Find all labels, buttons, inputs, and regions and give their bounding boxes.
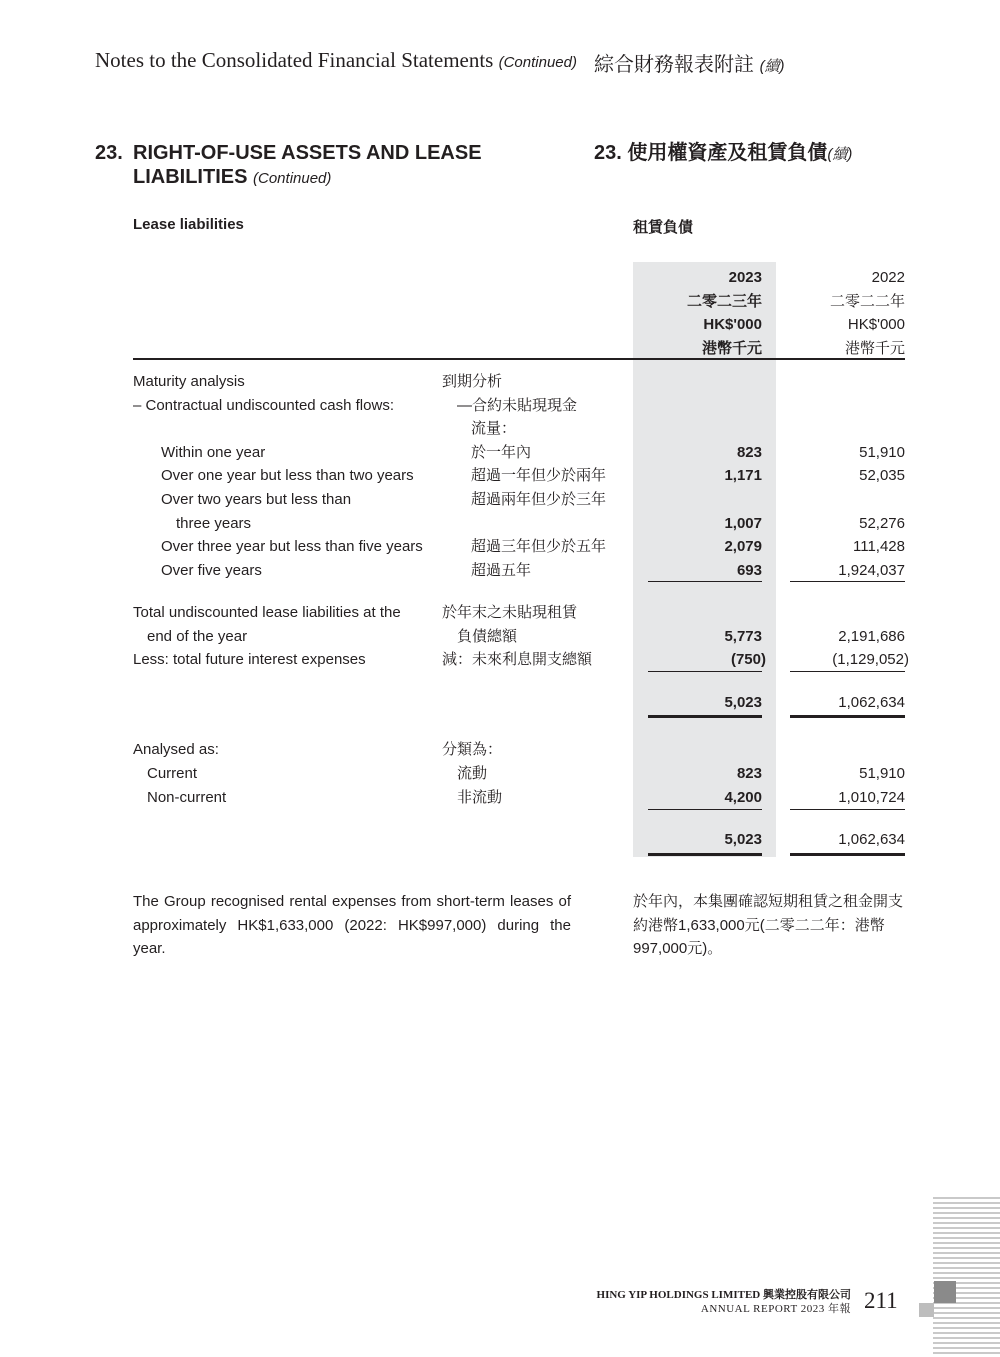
section-continued: (Continued) xyxy=(253,170,332,187)
decorative-square-dark xyxy=(934,1281,956,1303)
row-label-en: – Contractual undiscounted cash flows: xyxy=(133,397,394,414)
column-unit: HK$'000 xyxy=(847,316,905,333)
section-title-zh: 23. 使用權資產及租賃負債 xyxy=(594,142,828,164)
column-year: 2022 xyxy=(871,269,905,286)
footer-report: ANNUAL REPORT 2023 年報 xyxy=(700,1303,851,1315)
value-2023: 2,079 xyxy=(724,538,762,555)
column-unit-zh: 港幣千元 xyxy=(844,339,905,357)
column-year-zh: 二零二二年 xyxy=(829,292,905,310)
page-number: 211 xyxy=(864,1288,898,1313)
row-label-en: Maturity analysis xyxy=(133,373,245,390)
row-label-zh: 到期分析 xyxy=(442,373,503,390)
column-header-2023 xyxy=(633,266,762,360)
row-label-en: Non-current xyxy=(147,789,227,806)
section-number: 23. xyxy=(95,142,123,164)
section-title-line1: RIGHT-OF-USE ASSETS AND LEASE xyxy=(133,142,482,164)
subtotal-rule-2023 xyxy=(648,581,762,582)
row-label-zh: 分類為： xyxy=(442,741,503,758)
row-label-en: Over one year but less than two years xyxy=(161,467,414,484)
total-2022: 1,062,634 xyxy=(838,694,905,711)
value-2023: 823 xyxy=(736,444,762,461)
note-paragraph-zh: 於年內，本集團確認短期租賃之租金開支約港幣1,633,000元(二零二二年：港幣997,000元)。 xyxy=(633,893,904,957)
row-label-zh: 超過兩年但少於三年 xyxy=(471,491,607,508)
row-label-zh: 流動 xyxy=(457,765,488,782)
value-2022: 52,035 xyxy=(859,467,905,484)
value-2022: 51,910 xyxy=(859,765,905,782)
footer-company: HING YIP HOLDINGS LIMITED 興業控股有限公司 xyxy=(596,1289,851,1301)
column-unit-zh: 港幣千元 xyxy=(701,339,762,357)
value-2023: 1,171 xyxy=(724,467,762,484)
section-title-line2: LIABILITIES xyxy=(133,166,248,188)
row-label-zh: —合約未貼現現金 xyxy=(457,397,578,414)
row-label-zh: 超過三年但少於五年 xyxy=(471,538,607,555)
row-label-zh: 於一年內 xyxy=(471,444,532,461)
row-label-zh: 超過五年 xyxy=(471,562,532,579)
row-label-en: Over three year but less than five years xyxy=(161,538,423,555)
value-2023: 823 xyxy=(736,765,762,782)
total-rule-2023 xyxy=(648,715,762,718)
running-header-title-zh: 綜合財務報表附註 xyxy=(594,54,754,76)
value-2023: 5,773 xyxy=(724,628,762,645)
value-2022: (1,129,052) xyxy=(832,651,909,668)
total-2022: 1,062,634 xyxy=(838,831,905,848)
decorative-square-light xyxy=(919,1303,934,1317)
value-2023: 1,007 xyxy=(724,515,762,532)
subtotal-rule-2023 xyxy=(648,671,762,672)
value-2023: (750) xyxy=(730,651,766,668)
running-header-continued-zh: (續) xyxy=(759,58,785,75)
subheading-zh: 租賃負債 xyxy=(633,219,694,236)
value-2022: 1,010,724 xyxy=(838,789,905,806)
row-label-en: Current xyxy=(147,765,198,782)
running-header-continued: (Continued) xyxy=(498,54,577,71)
row-label-zh: 流量： xyxy=(471,420,517,437)
row-label-zh: 超過一年但少於兩年 xyxy=(471,467,607,484)
row-label-en: three years xyxy=(176,515,252,532)
row-label-zh: 減：未來利息開支總額 xyxy=(442,651,593,668)
row-label-en: Total undiscounted lease liabilities at the xyxy=(133,604,401,621)
column-unit: HK$'000 xyxy=(703,316,762,333)
total-2023: 5,023 xyxy=(724,831,762,848)
row-label-en: end of the year xyxy=(147,628,248,645)
column-year-zh: 二零二三年 xyxy=(686,292,762,310)
section-heading-en xyxy=(95,141,482,191)
subtotal-rule-2022 xyxy=(790,809,905,810)
subheading-en: Lease liabilities xyxy=(133,216,244,233)
subtotal-rule-2023 xyxy=(648,809,762,810)
value-2022: 51,910 xyxy=(859,444,905,461)
row-label-en: Analysed as: xyxy=(133,741,219,758)
section-continued-zh: (續) xyxy=(827,146,853,163)
row-label-en: Over five years xyxy=(161,562,262,579)
row-label-en: Less: total future interest expenses xyxy=(133,651,366,668)
row-label-zh: 負債總額 xyxy=(457,628,518,645)
subtotal-rule-2022 xyxy=(790,671,905,672)
value-2023: 693 xyxy=(736,562,762,579)
value-2022: 111,428 xyxy=(853,538,905,555)
value-2022: 52,276 xyxy=(859,515,905,532)
column-year: 2023 xyxy=(728,269,762,286)
row-label-en: Over two years but less than xyxy=(161,491,352,508)
total-rule-2022 xyxy=(790,853,905,856)
row-label-zh: 非流動 xyxy=(457,789,503,806)
total-rule-2023 xyxy=(648,853,762,856)
value-2023: 4,200 xyxy=(724,789,762,806)
value-2022: 2,191,686 xyxy=(838,628,905,645)
note-paragraph-en: The Group recognised rental expenses from short-term leases of approximately HK$1,633,000 (2022: HK$997,000) during the year. xyxy=(133,893,571,957)
decorative-stripes xyxy=(933,1197,1000,1357)
row-label-en: Within one year xyxy=(161,444,266,461)
value-2022: 1,924,037 xyxy=(838,562,905,579)
total-rule-2022 xyxy=(790,715,905,718)
column-header-2022 xyxy=(776,266,905,360)
subtotal-rule-2022 xyxy=(790,581,905,582)
running-header-zh xyxy=(594,48,785,77)
row-label-zh: 於年末之未貼現租賃 xyxy=(442,604,578,621)
header-rule xyxy=(133,358,905,360)
total-2023: 5,023 xyxy=(724,694,762,711)
running-header-title: Notes to the Consolidated Financial Statements xyxy=(95,48,494,72)
running-header-en xyxy=(95,48,577,73)
section-heading-zh xyxy=(594,141,852,167)
